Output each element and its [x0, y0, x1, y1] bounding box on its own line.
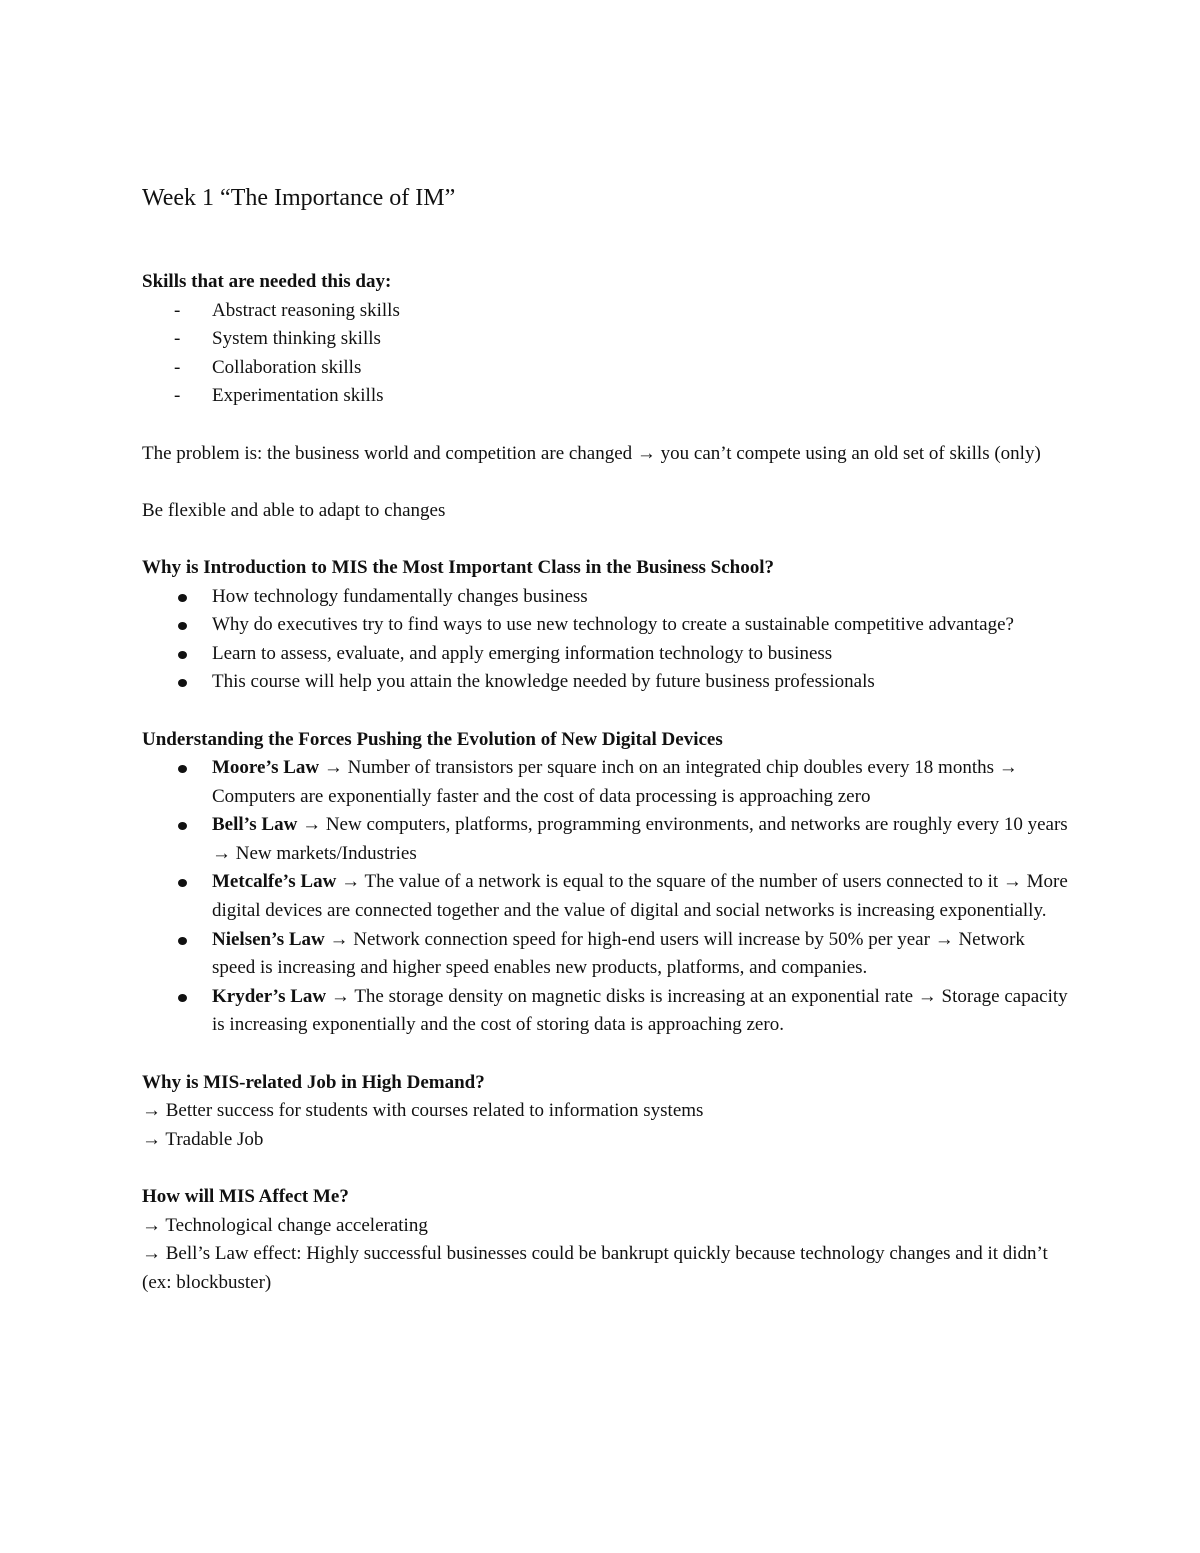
bullet-icon	[178, 879, 187, 887]
dash-bullet: -	[174, 328, 181, 350]
forces-heading: Understanding the Forces Pushing the Evolution of New Digital Devices	[142, 728, 723, 750]
demand-heading: Why is MIS-related Job in High Demand?	[142, 1071, 485, 1093]
list-item	[142, 926, 1072, 983]
dash-bullet: -	[174, 299, 181, 321]
affect-line: → Technological change accelerating	[142, 1214, 428, 1236]
list-item: - Experimentation skills	[142, 382, 1072, 411]
list-item: How technology fundamentally changes business	[142, 583, 1072, 612]
why-intro-heading: Why is Introduction to MIS the Most Important Class in the Business School?	[142, 556, 775, 578]
demand-line: → Tradable Job	[142, 1128, 264, 1150]
list-item	[142, 754, 1072, 811]
law-term: Kryder’s Law	[212, 985, 327, 1007]
affect-line: → Bell’s Law effect: Highly successful businesses could be bankrupt quickly because technology changes and it didn’t (ex: blockbuster)	[142, 1243, 1048, 1293]
document-page	[142, 182, 1072, 1297]
law-description: → Number of transistors per square inch on an integrated chip doubles every 18 months → Computers are exponentially faster and the cost of data processing is approaching zero	[212, 757, 1018, 807]
forces-list	[142, 754, 1072, 1040]
law-term: Metcalfe’s Law	[212, 871, 337, 893]
law-description: → The value of a network is equal to the square of the number of users connected to it → More digital devices are connected together and the value of digital and social networks is increasing exponentially.	[212, 871, 1068, 922]
bullet-icon	[178, 679, 187, 687]
bullet-icon	[178, 765, 187, 773]
dash-bullet: -	[174, 356, 181, 378]
skills-list	[142, 297, 1072, 411]
bullet-icon	[178, 651, 187, 659]
law-description: → Network connection speed for high-end users will increase by 50% per year → Network speed is increasing and higher speed enables new products, platforms, and companies.	[212, 928, 1025, 979]
list-item	[142, 811, 1072, 868]
skills-heading: Skills that are needed this day:	[142, 271, 392, 292]
list-item	[142, 983, 1072, 1040]
list-item: Learn to assess, evaluate, and apply emerging information technology to business	[142, 640, 1072, 669]
law-description: → The storage density on magnetic disks is increasing at an exponential rate → Storage capacity is increasing exponentially and the cost of storing data is approaching zero.	[212, 985, 1068, 1036]
list-item: - System thinking skills	[142, 325, 1072, 354]
why-intro-list	[142, 583, 1072, 697]
list-item: This course will help you attain the knowledge needed by future business professionals	[142, 668, 1072, 697]
list-item: Why do executives try to find ways to use new technology to create a sustainable competitive advantage?	[142, 611, 1072, 640]
dash-bullet: -	[174, 385, 181, 407]
list-item	[142, 868, 1072, 925]
bullet-icon	[178, 937, 187, 945]
law-term: Nielsen’s Law	[212, 928, 325, 950]
bullet-icon	[178, 994, 187, 1002]
law-term: Bell’s Law	[212, 814, 298, 836]
law-description: → New computers, platforms, programming environments, and networks are roughly every 10 years → New markets/Industries	[212, 814, 1068, 864]
list-item: - Abstract reasoning skills	[142, 297, 1072, 326]
bullet-icon	[178, 594, 187, 602]
law-term: Moore’s Law	[212, 757, 320, 779]
page-title: Week 1 “The Importance of IM”	[142, 185, 456, 211]
problem-paragraph: The problem is: the business world and competition are changed → you can’t compete using an old set of skills (only)	[142, 442, 1041, 464]
demand-line: → Better success for students with courses related to information systems	[142, 1100, 704, 1122]
bullet-icon	[178, 822, 187, 830]
affect-heading: How will MIS Affect Me?	[142, 1186, 349, 1207]
list-item: - Collaboration skills	[142, 354, 1072, 383]
flexible-paragraph: Be flexible and able to adapt to changes	[142, 499, 446, 521]
bullet-icon	[178, 622, 187, 630]
